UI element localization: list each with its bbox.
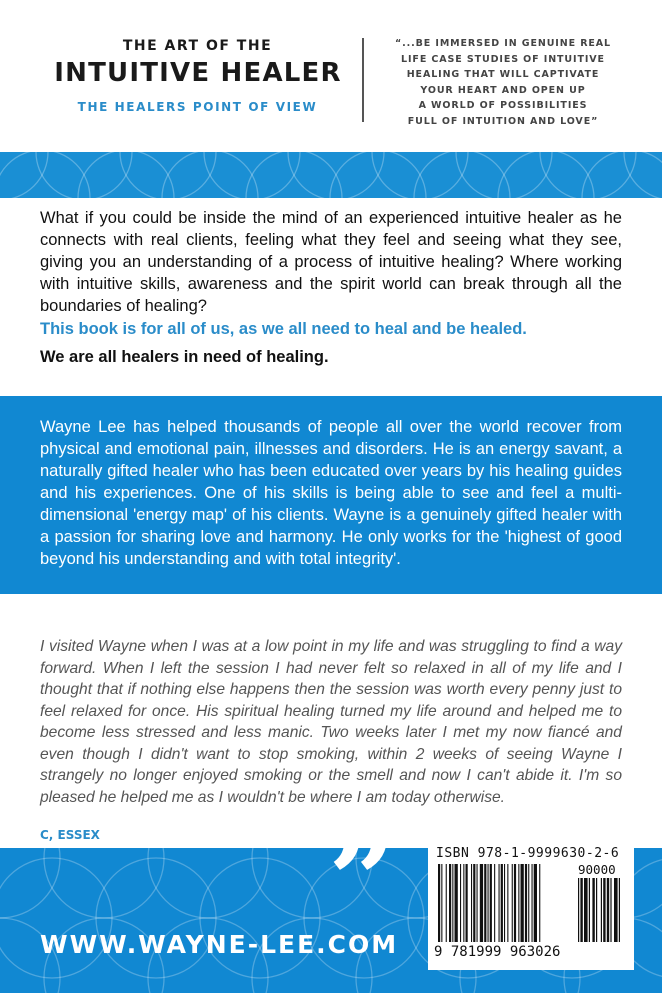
book-title: INTUITIVE HEALER	[54, 58, 342, 88]
header-quote-line: FULL OF INTUITION AND LOVE”	[407, 115, 599, 127]
flower-of-life-pattern	[0, 152, 662, 198]
website-url: WWW.WAYNE-LEE.COM	[40, 930, 399, 959]
testimonial-attribution: C, ESSEX	[40, 828, 100, 842]
price-addon-number: 90000	[578, 862, 616, 877]
healers-statement: We are all healers in need of healing.	[40, 348, 329, 366]
header-quote-line: “...BE IMMERSED IN GENUINE REAL	[394, 38, 612, 49]
book-subtitle: THE HEALERS POINT OF VIEW	[77, 100, 318, 114]
closing-quote-icon: ”	[328, 811, 398, 952]
header-quote-line: YOUR HEART AND OPEN UP	[420, 84, 586, 96]
book-title-prefix: THE ART OF THE	[122, 38, 273, 54]
header-divider	[362, 38, 364, 122]
isbn-text: ISBN 978-1-9999630-2-6	[436, 846, 620, 861]
testimonial-text: I visited Wayne when I was at a low point in my life and was struggling to find a way forward. When I left the session I had never felt so relaxed in all of my life and I thought that if nothing else happens then the session was worth every penny just to feel relaxed for once. His spiritual healing turned my life around and helped me to become less stressed and less manic. Two weeks later I met my now fiancé and even though I didn't want to stop smoking, within 2 weeks of seeing Wayne I strangely no longer enjoyed smoking or the smell and now I can't abide it. I'm so pleased he helped me as I wouldn't be where I am today otherwise.	[40, 638, 622, 806]
intro-paragraph: What if you could be inside the mind of an experienced intuitive healer as he connects with real clients, feeling what they feel and seeing what they see, giving you an understanding of a process of intuitive healing? Where working with intuitive skills, awareness and the spirit world can break through all the boundaries of healing?	[40, 209, 622, 315]
header-quote-line: HEALING THAT WILL CAPTIVATE	[406, 69, 600, 80]
ean-number: 9 781999 963026	[434, 944, 561, 960]
tagline: This book is for all of us, as we all need to heal and be healed.	[40, 320, 527, 338]
author-bio: Wayne Lee has helped thousands of people all over the world recover from physical and emotional pain, illnesses and disorders. He is an energy savant, a naturally gifted healer who has been educated over years by his healing guides and his experiences. One of his skills is being able to see and feel a multi-dimensional 'energy map' of his clients. Wayne is a genuinely gifted healer with a passion for sharing love and harmony. He only works for the 'highest of good beyond his understanding and with total integrity'.	[40, 418, 622, 568]
pattern-band-top	[0, 152, 662, 198]
header-quote-line: LIFE CASE STUDIES OF INTUITIVE	[401, 53, 605, 65]
header-quote	[372, 36, 634, 129]
header-quote-line: A WORLD OF POSSIBILITIES	[418, 100, 588, 111]
barcode-icon	[438, 864, 632, 942]
